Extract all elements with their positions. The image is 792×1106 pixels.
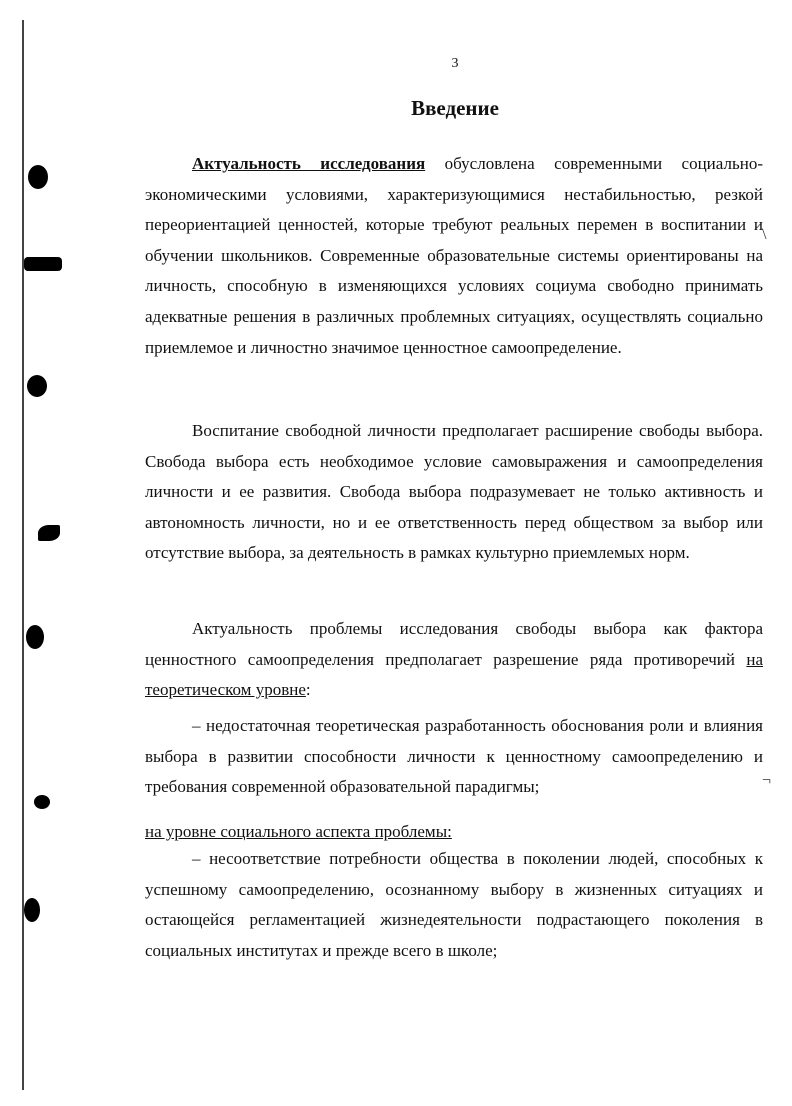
margin-blot xyxy=(34,795,50,809)
margin-blot xyxy=(24,257,62,271)
paragraph-social-level xyxy=(145,817,763,848)
paragraph-free-personality: Воспитание свободной личности предполагает расширение свободы выбора. Свобода выбора есть необходимое условие самовыражения и самоопределения личности и ее развития. Свобода выбора подразумевает не только активность и автономность личности, но и ее ответственность перед обществом за выбор или отсутствие выбора, за деятельность в рамках культурно приемлемых норм. xyxy=(145,421,763,563)
relevance-text: обусловлена современными социально-экономическими условиями, характеризующимися нестабильностью, резкой переориентацией ценностей, которые требуют реальных перемен в воспитании и обучении школьников. Современные образовательные системы ориентированы на личность, способную в изменяющихся условиях социума свободно принимать адекватные решения в различных проблемных ситуациях, осуществлять социально приемлемое и личностно значимое ценностное самоопределение. xyxy=(145,154,763,357)
page-number: 3 xyxy=(451,56,459,71)
contradictions-colon: : xyxy=(305,680,311,700)
punch-hole xyxy=(24,898,40,922)
scan-mark: ¬ xyxy=(762,772,772,789)
punch-hole xyxy=(28,165,48,189)
paragraph-contradictions xyxy=(145,614,763,706)
theoretical-level: на теоретическом уровне xyxy=(145,649,763,700)
punch-hole xyxy=(27,375,47,397)
scan-mark: \ xyxy=(762,226,767,243)
relevance-lead: Актуальность исследования xyxy=(192,154,426,173)
section-title: Введение xyxy=(411,96,499,120)
margin-line xyxy=(22,20,24,1090)
punch-hole xyxy=(26,625,44,649)
paragraph-social-item: – несоответствие потребности общества в поколении людей, способных к успешному самоопределению, осознанному выбору в жизненных ситуациях и остающейся регламентацией жизнедеятельности подрастающего поколения в социальных институтах и прежде всего в школе; xyxy=(145,849,763,960)
paragraph-relevance xyxy=(145,149,763,363)
paragraph-theoretical-item: – недостаточная теоретическая разработанность обоснования роли и влияния выбора в развитии способности личности к ценностному самоопределению и требования современной образовательной парадигмы; xyxy=(145,716,763,797)
margin-blot xyxy=(38,525,60,541)
contradictions-text: Актуальность проблемы исследования свободы выбора как фактора ценностного самоопределения предполагает разрешение ряда противоречий xyxy=(145,619,763,669)
social-level: на уровне социального аспекта проблемы: xyxy=(145,822,452,841)
